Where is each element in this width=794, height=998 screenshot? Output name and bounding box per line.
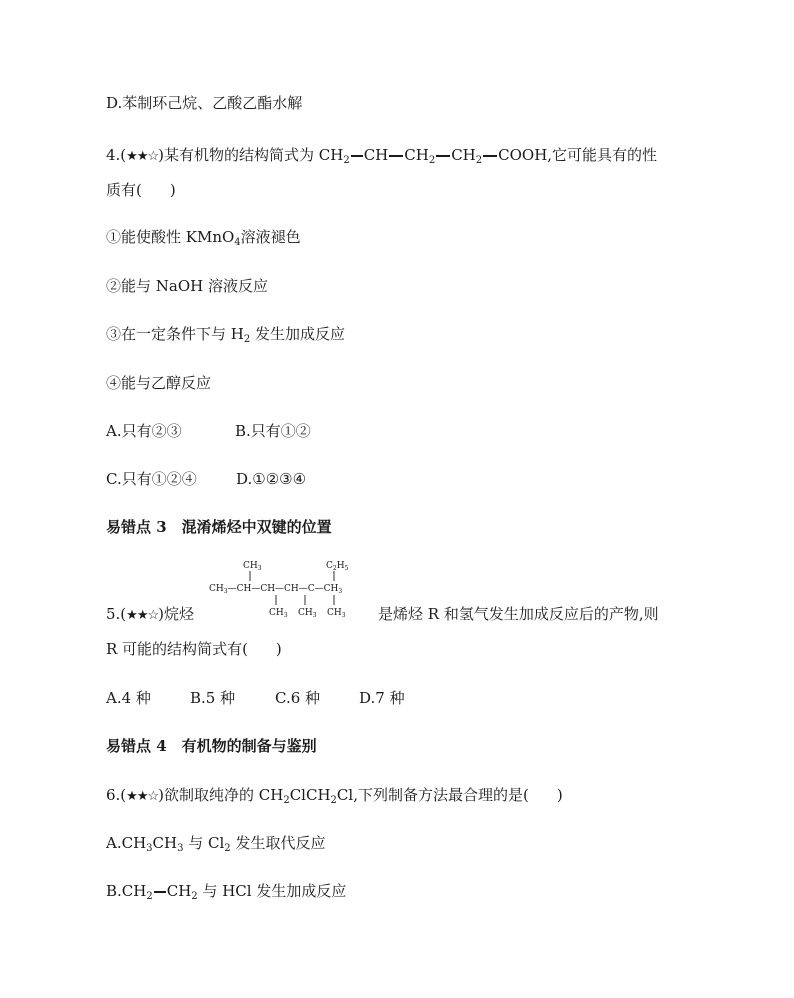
q6-b-text-b: CH bbox=[166, 882, 192, 900]
q6-b-text: B.CH bbox=[106, 882, 147, 900]
q6-text-c: Cl,下列制备方法最合理的是( bbox=[336, 786, 529, 804]
option-d: D.①②③④ bbox=[236, 470, 307, 488]
bond-line bbox=[351, 155, 363, 157]
q6-a-text-d: 发生取代反应 bbox=[230, 834, 326, 852]
subscript: 2 bbox=[146, 891, 153, 902]
subscript: 2 bbox=[283, 795, 290, 806]
item-1-text-b: 溶液褪色 bbox=[240, 228, 301, 246]
question-4-line2 bbox=[106, 180, 176, 200]
close-paren: ) bbox=[556, 786, 563, 804]
q4-cooh: COOH,它可能具有的性 bbox=[498, 146, 658, 164]
star-rating-icon: ★★☆ bbox=[126, 789, 159, 804]
q5-text3: R 可能的结构简式有( bbox=[106, 640, 248, 658]
close-paren: ) bbox=[275, 640, 282, 658]
structural-formula bbox=[206, 556, 376, 618]
section-heading-4: 易错点 4 有机物的制备与鉴别 bbox=[106, 737, 317, 755]
question-5-line1b: 是烯烃 R 和氢气发生加成反应后的产物,则 bbox=[378, 605, 659, 623]
q4-ch2: CH bbox=[404, 146, 429, 164]
option-d-q3: D.苯制环己烷、乙酸乙酯水解 bbox=[106, 94, 303, 112]
subscript: 2 bbox=[243, 334, 251, 345]
question-4-line1 bbox=[106, 145, 657, 171]
struct-bottom-2: $CH_3$ bbox=[298, 608, 317, 618]
question-5-line2 bbox=[106, 639, 282, 659]
struct-top-right: $C_2H_5$ bbox=[326, 561, 349, 572]
subscript: 3 bbox=[146, 843, 153, 854]
bond-line bbox=[154, 891, 166, 893]
q4-ch2: CH bbox=[451, 146, 476, 164]
option-c: C.6 种 bbox=[275, 689, 321, 707]
q6-option-a bbox=[106, 833, 325, 859]
option-d: D.7 种 bbox=[359, 689, 405, 707]
q4-text: )某有机物的结构简式为 CH bbox=[158, 146, 344, 164]
bond-line bbox=[436, 155, 450, 157]
q5-number: 5.( bbox=[106, 605, 127, 623]
struct-main-chain: $CH_3—CH—CH—CH—C—CH_3$ bbox=[209, 584, 343, 595]
item-1-text: ①能使酸性 KMnO bbox=[106, 228, 235, 246]
q5-text1: )烷烃 bbox=[158, 605, 194, 623]
q6-a-text: A.CH bbox=[106, 834, 147, 852]
item-3-text-b: 发生加成反应 bbox=[250, 325, 346, 343]
section-heading-3: 易错点 3 混淆烯烃中双键的位置 bbox=[106, 518, 332, 536]
subscript: 2 bbox=[428, 155, 436, 166]
subscript: 2 bbox=[191, 891, 198, 902]
subscript: 2 bbox=[475, 155, 483, 166]
option-b: B.只有①② bbox=[235, 422, 311, 440]
q6-a-text-b: CH bbox=[152, 834, 178, 852]
option-a: A.只有②③ bbox=[106, 422, 182, 440]
struct-bottom-3: $CH_3$ bbox=[327, 608, 346, 618]
subscript: 4 bbox=[234, 237, 241, 248]
subscript: 2 bbox=[343, 155, 350, 166]
struct-top-left: $CH_3$ bbox=[243, 561, 262, 572]
q6-option-b bbox=[106, 881, 346, 907]
item-1 bbox=[106, 227, 301, 253]
q6-b-text-c: 与 HCl 发生加成反应 bbox=[197, 882, 347, 900]
q4-ch: CH bbox=[363, 146, 389, 164]
close-paren: ) bbox=[169, 181, 176, 199]
struct-bottom-1: $CH_3$ bbox=[269, 608, 288, 618]
option-b: B.5 种 bbox=[190, 689, 236, 707]
question-5-line1 bbox=[106, 604, 194, 626]
q4-number: 4.( bbox=[106, 146, 127, 164]
subscript: 3 bbox=[177, 843, 184, 854]
option-a: A.4 种 bbox=[106, 689, 151, 707]
q4-options-cd bbox=[106, 469, 306, 489]
bond-line bbox=[483, 155, 497, 157]
q5-options bbox=[106, 688, 405, 708]
q6-text-b: ClCH bbox=[289, 786, 331, 804]
star-rating-icon: ★★☆ bbox=[126, 149, 159, 164]
item-3-text: ③在一定条件下与 H bbox=[106, 325, 244, 343]
item-4: ④能与乙醇反应 bbox=[106, 374, 212, 392]
q4-options-ab bbox=[106, 421, 311, 441]
q4-text2: 质有( bbox=[106, 181, 142, 199]
subscript: 2 bbox=[224, 843, 231, 854]
option-c: C.只有①②④ bbox=[106, 470, 197, 488]
subscript: 2 bbox=[330, 795, 337, 806]
star-rating-icon: ★★☆ bbox=[126, 608, 159, 623]
item-2: ②能与 NaOH 溶液反应 bbox=[106, 277, 268, 295]
item-3 bbox=[106, 324, 345, 350]
q6-text: )欲制取纯净的 CH bbox=[158, 786, 284, 804]
q6-a-text-c: 与 Cl bbox=[183, 834, 225, 852]
bond-line bbox=[389, 155, 403, 157]
question-6-line1 bbox=[106, 785, 563, 811]
q6-number: 6.( bbox=[106, 786, 127, 804]
